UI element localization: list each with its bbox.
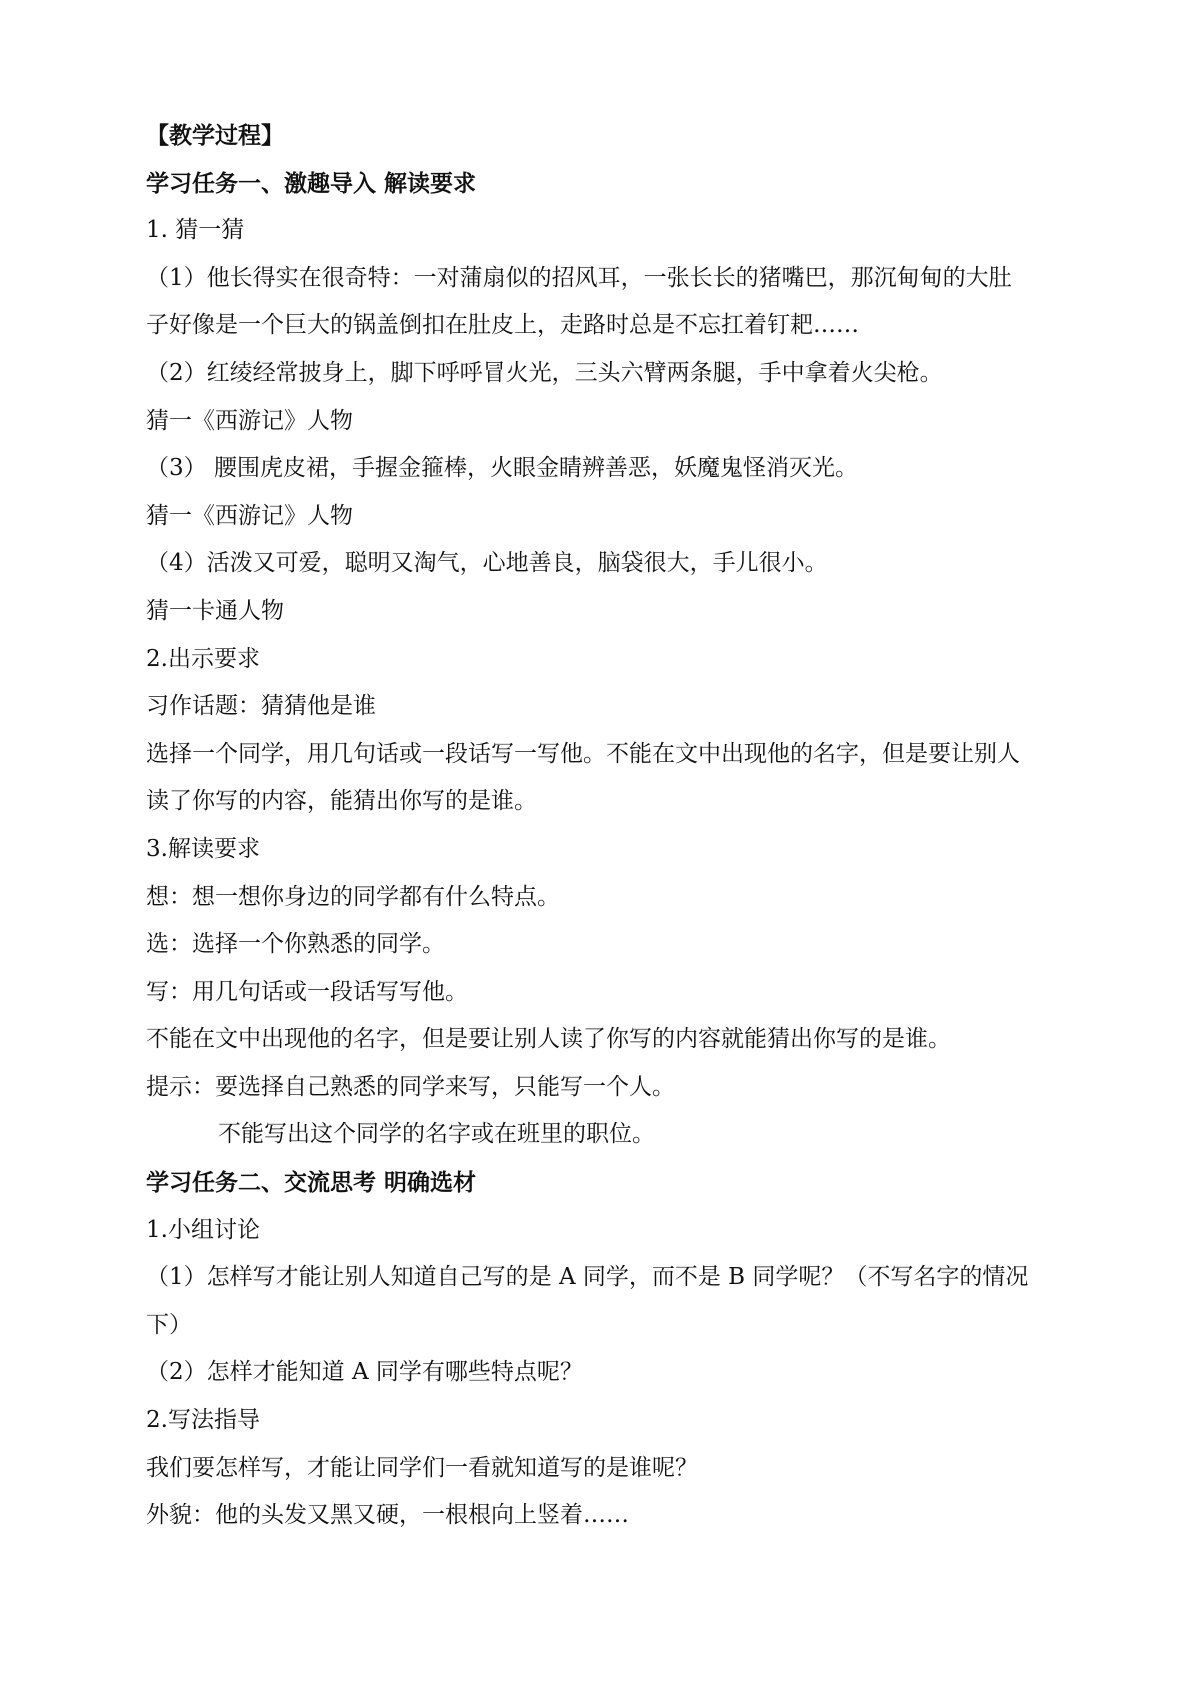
riddle-2: （2）红绫经常披身上，脚下呼呼冒火光，三头六臂两条腿，手中拿着火尖枪。 [146, 359, 943, 386]
interpret-rule: 不能在文中出现他的名字，但是要让别人读了你写的内容就能猜出你写的是谁。 [146, 1026, 951, 1053]
riddle-3: （3） 腰围虎皮裙，手握金箍棒，火眼金睛辨善恶，妖魔鬼怪消灭光。 [146, 455, 858, 482]
hint-line-2: 不能写出这个同学的名字或在班里的职位。 [218, 1121, 655, 1148]
section-heading-teaching-process: 【教学过程】 [146, 122, 284, 149]
riddle-1-line-2: 子好像是一个巨大的锅盖倒扣在肚皮上，走路时总是不忘扛着钉耙…… [146, 312, 859, 339]
interpret-write: 写：用几句话或一段话写写他。 [146, 978, 468, 1005]
requirement-line-1: 选择一个同学，用几句话或一段话写一写他。不能在文中出现他的名字，但是要让别人 [146, 740, 1020, 767]
subheading-interpret: 3.解读要求 [146, 835, 260, 862]
riddle-2-hint: 猜一《西游记》人物 [146, 407, 353, 434]
task-two-heading: 学习任务二、交流思考 明确选材 [146, 1169, 477, 1197]
discussion-q1-line-1: （1）怎样写才能让别人知道自己写的是 A 同学，而不是 B 同学呢？（不写名字的情况 [146, 1264, 1029, 1291]
riddle-1-line-1: （1）他长得实在很奇特：一对蒲扇似的招风耳，一张长长的猪嘴巴，那沉甸甸的大肚 [146, 264, 1012, 291]
subheading-requirements: 2.出示要求 [146, 645, 260, 672]
guidance-question: 我们要怎样写，才能让同学们一看就知道写的是谁呢？ [146, 1454, 698, 1481]
subheading-guess: 1. 猜一猜 [146, 217, 245, 244]
writing-topic: 习作话题：猜猜他是谁 [146, 693, 376, 720]
guidance-appearance: 外貌：他的头发又黑又硬，一根根向上竖着…… [146, 1502, 629, 1529]
subheading-group-discussion: 1.小组讨论 [146, 1216, 260, 1243]
riddle-4-hint: 猜一卡通人物 [146, 597, 284, 624]
task-one-heading: 学习任务一、激趣导入 解读要求 [146, 169, 477, 197]
interpret-choose: 选：选择一个你熟悉的同学。 [146, 931, 445, 958]
riddle-4: （4）活泼又可爱，聪明又淘气，心地善良，脑袋很大，手儿很小。 [146, 550, 828, 577]
discussion-q2: （2）怎样才能知道 A 同学有哪些特点呢？ [146, 1359, 583, 1386]
discussion-q1-line-2: 下） [146, 1311, 192, 1338]
riddle-3-hint: 猜一《西游记》人物 [146, 502, 353, 529]
interpret-think: 想：想一想你身边的同学都有什么特点。 [146, 883, 560, 910]
hint-line-1: 提示：要选择自己熟悉的同学来写，只能写一个人。 [146, 1073, 675, 1100]
subheading-writing-guidance: 2.写法指导 [146, 1407, 260, 1434]
requirement-line-2: 读了你写的内容，能猜出你写的是谁。 [146, 788, 537, 815]
